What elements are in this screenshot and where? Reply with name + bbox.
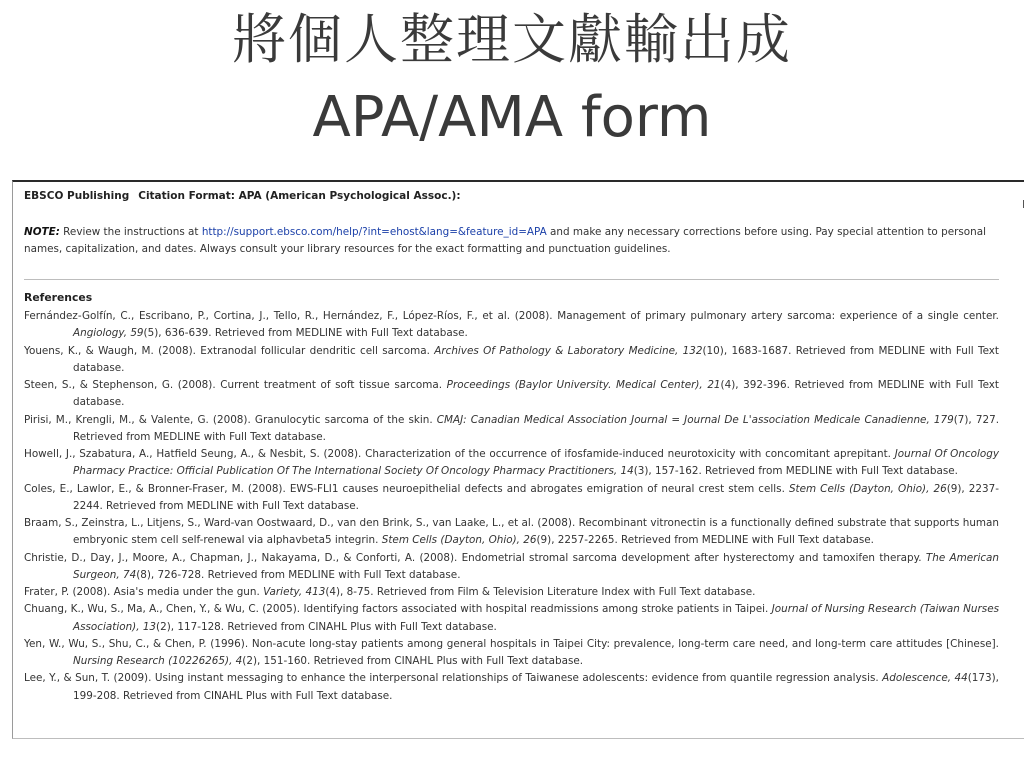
reference-journal: Nursing Research (10226265), 4: [73, 655, 243, 667]
reference-authors-title: Pirisi, M., Krengli, M., & Valente, G. (2008). Granulocytic sarcoma of the skin.: [24, 413, 437, 426]
reference-item: [24, 481, 999, 516]
reference-item: [24, 636, 999, 671]
reference-details: (4), 8-75. Retrieved from Film & Television Literature Index with Full Text database.: [325, 586, 756, 598]
reference-authors-title: Howell, J., Szabatura, A., Hatfield Seung, A., & Nesbit, S. (2008). Characterization of the occurrence of ifosfamide-induced neurotoxicity with concomitant aprepitant.: [24, 448, 895, 460]
reference-authors-title: Lee, Y., & Sun, T. (2009). Using instant messaging to enhance the interpersonal relationships of Taiwanese adolescents: evidence from quantile regression analysis.: [24, 672, 883, 685]
reference-authors-title: Christie, D., Day, J., Moore, A., Chapman, J., Nakayama, D., & Conforti, A. (2008). Endometrial stromal sarcoma development after hysterectomy and tamoxifen therapy.: [24, 551, 926, 564]
note-text-after-link: and make any necessary corrections before using. Pay special attention to personal names, capitalization, and dates. Always consult your library resources for the exact formatting and punctuation guidelines.: [24, 226, 986, 255]
reference-journal: Adolescence, 44: [882, 672, 968, 685]
reference-item: [24, 343, 999, 378]
instructions-link[interactable]: http://support.ebsco.com/help/?int=ehost&lang=&feature_id=APA: [201, 226, 547, 238]
reference-details: (5), 636-639. Retrieved from MEDLINE with Full Text database.: [143, 327, 468, 340]
reference-item: [24, 670, 999, 705]
note-paragraph: [24, 224, 999, 258]
slide-title: [0, 0, 1024, 180]
citation-screenshot: [12, 180, 1024, 739]
references-heading: References: [24, 291, 93, 304]
reference-journal: Stem Cells (Dayton, Ohio), 26: [381, 534, 537, 547]
reference-item: [24, 308, 999, 343]
reference-details: (10), 1683-1687. Retrieved from MEDLINE with Full Text database.: [73, 344, 1000, 374]
section-divider: [24, 279, 999, 280]
citation-header: [24, 190, 461, 202]
reference-item: [24, 515, 999, 550]
reference-details: (9), 2257-2265. Retrieved from MEDLINE with Full Text database.: [536, 534, 874, 547]
note-text-before-link: Review the instructions at: [59, 226, 202, 238]
reference-details: (8), 726-728. Retrieved from MEDLINE with Full Text database.: [136, 568, 461, 581]
reference-authors-title: Yen, W., Wu, S., Shu, C., & Chen, P. (1996). Non-acute long-stay patients among general hospitals in Taipei City: prevalence, long-term care need, and long-term care attitudes [Chinese].: [24, 637, 999, 650]
reference-details: (2), 151-160. Retrieved from CINAHL Plus with Full Text database.: [242, 655, 584, 667]
reference-authors-title: Fernández-Golfín, C., Escribano, P., Cortina, J., Tello, R., Hernández, F., López-Ríos, F., et al. (2008). Management of primary pulmonary artery sarcoma: experience of a single center.: [24, 310, 999, 322]
reference-details: (4), 392-396. Retrieved from MEDLINE with Full Text database.: [73, 379, 1000, 409]
reference-item: [24, 550, 999, 585]
reference-details: (7), 727. Retrieved from MEDLINE with Full Text database.: [73, 413, 999, 443]
reference-details: (2), 117-128. Retrieved from CINAHL Plus with Full Text database.: [156, 620, 497, 633]
reference-journal: CMAJ: Canadian Medical Association Journal = Journal De L'association Medicale Canadienne, 179: [436, 413, 954, 426]
reference-authors-title: Youens, K., & Waugh, M. (2008). Extranodal follicular dendritic cell sarcoma.: [24, 344, 435, 357]
citation-format-label: Citation Format: APA (American Psychological Assoc.):: [138, 190, 461, 202]
reference-item: [24, 446, 999, 481]
note-label: NOTE:: [24, 226, 60, 238]
reference-details: (173), 199-208. Retrieved from CINAHL Plus with Full Text database.: [73, 672, 999, 702]
reference-journal: Angiology, 59: [73, 327, 144, 340]
reference-authors-title: Steen, S., & Stephenson, G. (2008). Current treatment of soft tissue sarcoma.: [24, 379, 447, 391]
reference-journal: Proceedings (Baylor University. Medical Center), 21: [446, 379, 721, 391]
reference-journal: The American Surgeon, 74: [73, 551, 999, 581]
reference-authors-title: Frater, P. (2008). Asia's media under the gun.: [24, 586, 264, 598]
reference-authors-title: Coles, E., Lawlor, E., & Bronner-Fraser, M. (2008). EWS-FLI1 causes neuroepithelial defects and abrogates emigration of neural crest stem cells.: [24, 482, 789, 495]
reference-journal: Journal Of Oncology Pharmacy Practice: Official Publication Of The International Society Of Oncology Pharmacy Practitioners, 14: [73, 448, 999, 478]
reference-item: [24, 412, 999, 447]
reference-journal: Stem Cells (Dayton, Ohio), 26: [788, 482, 947, 495]
reference-authors-title: Braam, S., Zeinstra, L., Litjens, S., Ward-van Oostwaard, D., van den Brink, S., van Laake, L., et al. (2008). Recombinant vitronectin is a functionally defined substrate that supports human embryonic stem cell self-renewal via alphavbeta5 integrin.: [24, 517, 999, 547]
reference-details: (9), 2237-2244. Retrieved from MEDLINE with Full Text database.: [73, 482, 999, 512]
reference-journal: Archives Of Pathology & Laboratory Medicine, 132: [434, 344, 703, 357]
reference-journal: Journal of Nursing Research (Taiwan Nurses Association), 13: [73, 603, 1000, 633]
slide-title-line-2: APA/AMA form: [312, 85, 712, 150]
slide-title-line-1: 將個人整理文獻輸出成: [232, 8, 792, 71]
reference-item: [24, 601, 999, 636]
reference-details: (3), 157-162. Retrieved from MEDLINE with Full Text database.: [633, 465, 958, 478]
reference-item: [24, 584, 999, 601]
reference-item: [24, 377, 999, 412]
reference-authors-title: Chuang, K., Wu, S., Ma, A., Chen, Y., & Wu, C. (2005). Identifying factors associated with hospital readmissions among stroke patients in Taipei.: [24, 603, 772, 616]
publisher-label: EBSCO Publishing: [24, 190, 130, 202]
references-list: [24, 308, 999, 705]
reference-journal: Variety, 413: [263, 586, 326, 598]
